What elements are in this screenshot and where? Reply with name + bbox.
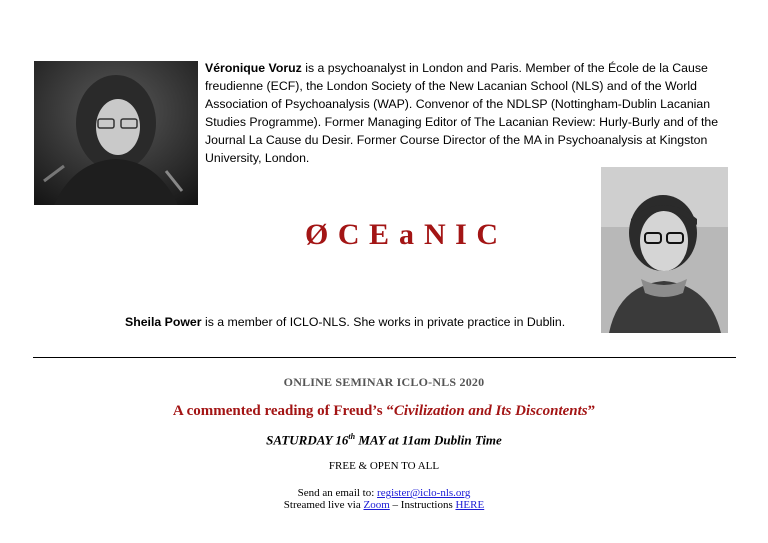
- speaker2-bio-text: is a member of ICLO-NLS. She works in private practice in Dublin.: [201, 315, 566, 329]
- seminar-title: ONLINE SEMINAR ICLO-NLS 2020: [283, 375, 485, 389]
- date-prefix: SATURDAY 16: [266, 432, 349, 448]
- headline-suffix: ”: [587, 403, 596, 419]
- speaker2-name: Sheila Power: [125, 315, 202, 329]
- speaker1-bio: [205, 59, 740, 167]
- email-line: [0, 487, 768, 499]
- event-headline: [0, 403, 768, 420]
- logo-part2: a: [399, 218, 416, 251]
- date-ordinal: th: [348, 432, 356, 441]
- headline-prefix: A commented reading of Freud’s “: [172, 403, 394, 419]
- speaker2-bio: [125, 313, 595, 331]
- zoom-link[interactable]: Zoom: [363, 499, 390, 511]
- oceanic-logo: [305, 218, 499, 252]
- stream-line: [0, 499, 768, 511]
- email-link[interactable]: register@iclo-nls.org: [377, 487, 471, 499]
- email-prefix: Send an email to:: [297, 487, 378, 499]
- speaker1-bio-text: is a psychoanalyst in London and Paris. Member of the École de la Cause freudienne (ECF), the London Society of the New Lacanian School (NLS) and of the World Association of Psychoanalysis (WAP). Convenor of the NDLSP (Nottingham-Dublin Lacanian Studies Programme). Former Managing Editor of The Lacanian Review: Hurly-Burly and of the Journal La Cause du Desir. Former Course Director of the MA in Psychoanalysis at Kingston University, London.: [205, 61, 719, 165]
- speaker2-photo: [601, 167, 728, 333]
- instructions-link[interactable]: HERE: [455, 499, 485, 511]
- divider: [33, 357, 736, 358]
- logo-part3: N I C: [424, 218, 500, 251]
- headline-book-title: Civilization and Its Discontents: [393, 403, 588, 419]
- date-suffix: MAY at 11am Dublin Time: [355, 432, 502, 448]
- speaker1-name: Véronique Voruz: [205, 61, 302, 75]
- event-date: [0, 432, 768, 448]
- stream-middle: – Instructions: [389, 499, 456, 511]
- logo-part1: Ø C E: [305, 218, 391, 251]
- speaker1-photo: [34, 61, 198, 205]
- stream-prefix: Streamed live via: [283, 499, 364, 511]
- free-notice: FREE & OPEN TO ALL: [328, 460, 440, 472]
